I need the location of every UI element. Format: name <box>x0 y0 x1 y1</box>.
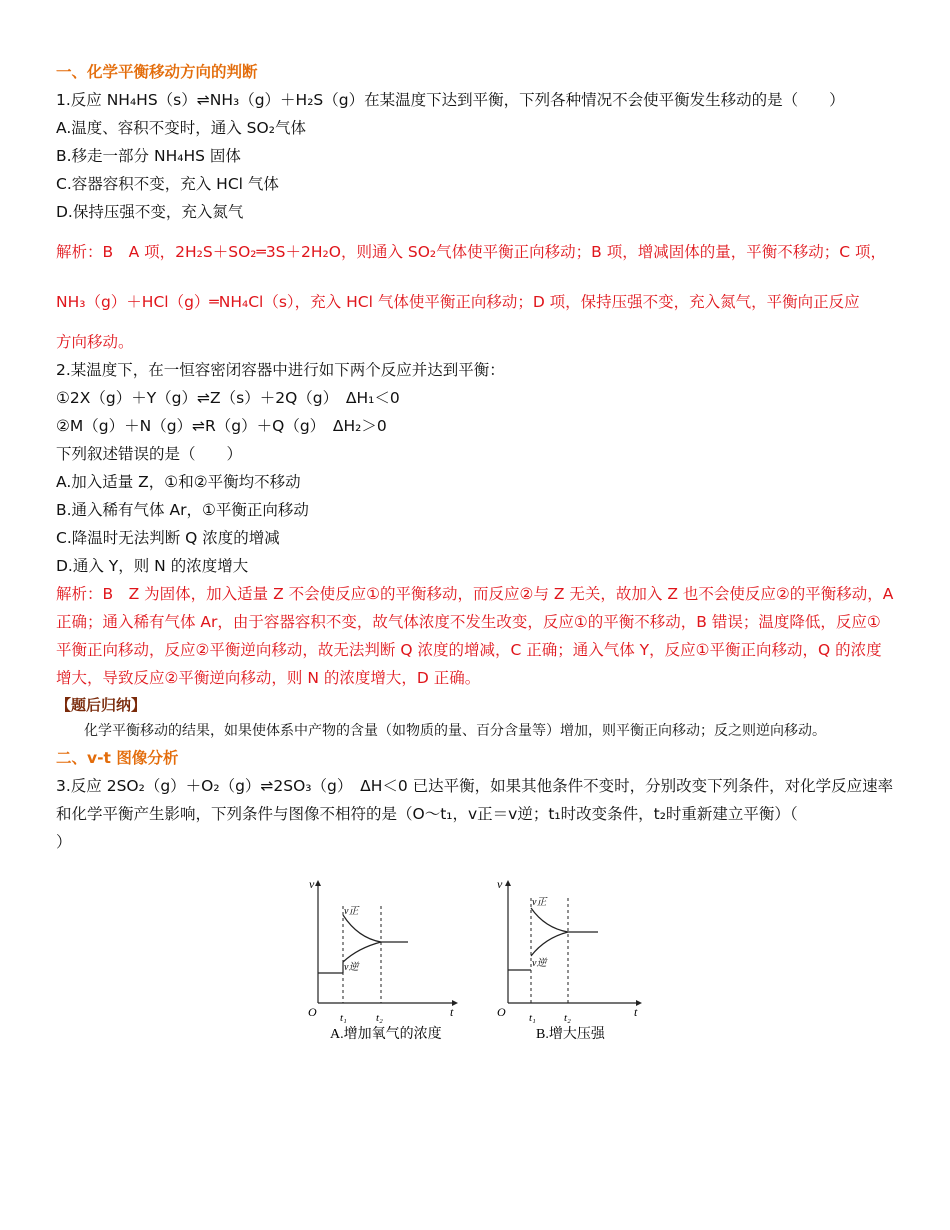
graph-b-reverse-label: v逆 <box>532 958 547 969</box>
graph-a-reverse-label: v逆 <box>344 962 359 973</box>
q1-option-a: A.温度、容积不变时，通入 SO₂气体 <box>56 119 306 137</box>
q3-stem: 3.反应 2SO₂（g）＋O₂（g）⇌2SO₃（g） ΔH＜0 已达平衡，如果其他条件不变时，分别改变下列条件，对化学反应速率和化学平衡产生影响，下列条件与图像不相符的是（O～t₁，v正＝v逆；t₁时改变条件，t₂时重新建立平衡）（ <box>56 777 894 823</box>
q2-option-a: A.加入适量 Z，①和②平衡均不移动 <box>56 473 301 491</box>
document-page <box>56 58 896 856</box>
graph-a-v-arrow <box>315 880 321 886</box>
q1-option-d: D.保持压强不变，充入氮气 <box>56 203 244 221</box>
graph-b-t2-label: t₂ <box>564 1012 571 1024</box>
graph-a-forward-curve <box>343 915 408 942</box>
q1-option-c: C.容器容积不变，充入 HCl 气体 <box>56 175 279 193</box>
q1-option-b: B.移走一部分 NH₄HS 固体 <box>56 147 241 165</box>
q2-option-d: D.通入 Y，则 N 的浓度增大 <box>56 557 249 575</box>
graph-a-axis-v-label: v <box>309 877 315 891</box>
graph-b-axis-v-label: v <box>497 877 503 891</box>
graph-b-caption: B.增大压强 <box>536 1027 605 1042</box>
graph-b-forward-curve <box>531 908 598 932</box>
graph-b-reverse-curve <box>531 932 568 956</box>
graph-a-t2-label: t₂ <box>376 1012 383 1024</box>
q2-option-c: C.降温时无法判断 Q 浓度的增减 <box>56 529 280 547</box>
q1-analysis-line3: 方向移动。 <box>56 333 134 351</box>
summary-body: 化学平衡移动的结果，如果使体系中产物的含量（如物质的量、百分含量等）增加，则平衡正向移动；反之则逆向移动。 <box>84 723 826 739</box>
section-heading-2: 二、v-t 图像分析 <box>56 749 179 767</box>
graph-a-axis-t-label: t <box>450 1005 454 1019</box>
graph-b-v-arrow <box>505 880 511 886</box>
q2-analysis: 解析：B Z 为固体，加入适量 Z 不会使反应①的平衡移动，而反应②与 Z 无关，故加入 Z 也不会使反应②的平衡移动，A 正确；通入稀有气体 Ar，由于容器容积不变，故气体浓度不发生改变，反应①的平衡不移动，B 错误；温度降低，反应①平衡正向移动，反应②平衡逆向移动，故无法判断 Q 浓度的增减，C 正确；通入气体 Y，反应①平衡正向移动，Q 的浓度增大，导致反应②平衡逆向移动，则 N 的浓度增大，D 正确。 <box>56 585 894 687</box>
vt-graphs-svg <box>300 870 660 1050</box>
q3-stem-end: ） <box>56 833 72 851</box>
q2-question: 下列叙述错误的是（ ） <box>56 445 243 463</box>
vt-figures <box>300 870 660 1050</box>
graph-b <box>497 877 642 1042</box>
section-heading-1: 一、化学平衡移动方向的判断 <box>56 63 258 81</box>
q2-reaction-2: ②M（g）＋N（g）⇌R（g）＋Q（g） ΔH₂＞0 <box>56 417 387 435</box>
graph-a-origin-label: O <box>308 1005 317 1019</box>
q2-reaction-1: ①2X（g）＋Y（g）⇌Z（s）＋2Q（g） ΔH₁＜0 <box>56 389 400 407</box>
q2-option-b: B.通入稀有气体 Ar，①平衡正向移动 <box>56 501 309 519</box>
summary-title: 【题后归纳】 <box>56 696 147 714</box>
graph-a-t1-label: t₁ <box>340 1012 347 1024</box>
graph-a-forward-label: v正 <box>344 906 359 917</box>
q1-stem: 1.反应 NH₄HS（s）⇌NH₃（g）＋H₂S（g）在某温度下达到平衡，下列各种情况不会使平衡发生移动的是（ ） <box>56 91 845 109</box>
graph-a-caption: A.增加氧气的浓度 <box>330 1027 442 1042</box>
q1-analysis-line2: NH₃（g）＋HCl（g）═NH₄Cl（s），充入 HCl 气体使平衡正向移动；D 项，保持压强不变，充入氮气，平衡向正反应 <box>56 293 860 311</box>
q2-stem: 2.某温度下，在一恒容密闭容器中进行如下两个反应并达到平衡： <box>56 361 505 379</box>
graph-b-forward-label: v正 <box>532 897 547 908</box>
q1-analysis-line1: 解析：B A 项，2H₂S＋SO₂═3S＋2H₂O，则通入 SO₂气体使平衡正向移动；B 项，增减固体的量，平衡不移动；C 项， <box>56 243 886 261</box>
graph-b-axis-t-label: t <box>634 1005 638 1019</box>
graph-b-origin-label: O <box>497 1005 506 1019</box>
graph-a <box>308 877 458 1042</box>
graph-b-t1-label: t₁ <box>529 1012 536 1024</box>
